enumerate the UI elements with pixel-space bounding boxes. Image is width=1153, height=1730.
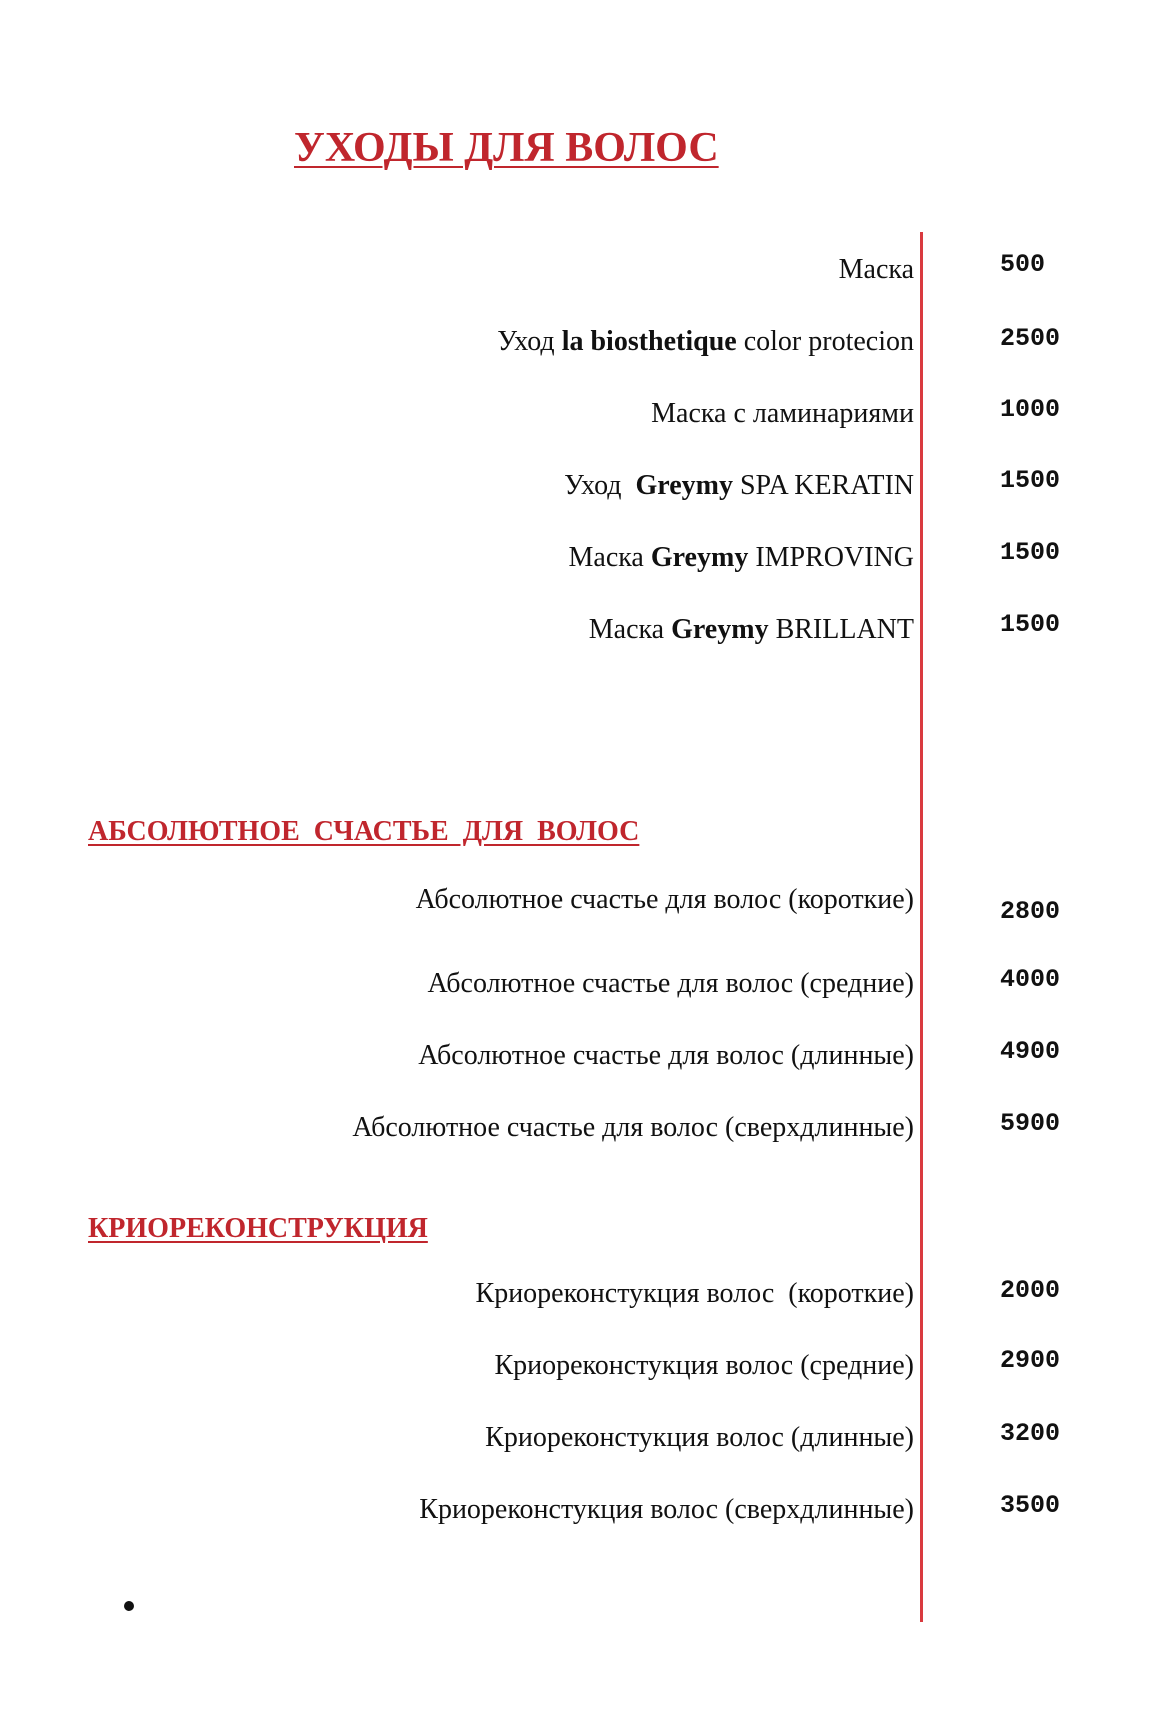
list-item	[0, 322, 1153, 362]
service-name: Уход la biosthetique color protecion	[497, 326, 914, 357]
service-price: 2000	[1000, 1276, 1061, 1305]
page-title: УХОДЫ ДЛЯ ВОЛОС	[294, 125, 719, 171]
service-price: 3200	[1000, 1419, 1061, 1448]
service-name: Криореконстукция волос (средние)	[494, 1350, 914, 1381]
service-name: Маска	[838, 254, 914, 285]
list-item	[0, 1108, 1153, 1148]
service-name: Криореконстукция волос (сверхдлинные)	[419, 1494, 914, 1525]
service-name: Абсолютное счастье для волос (длинные)	[418, 1040, 914, 1071]
service-name: Абсолютное счастье для волос (сверхдлинные)	[352, 1112, 914, 1143]
service-name: Маска Greymy BRILLANT	[588, 614, 914, 645]
list-item	[0, 250, 1153, 290]
service-price: 5900	[1000, 1109, 1061, 1138]
service-name: Абсолютное счастье для волос (короткие)	[415, 884, 914, 915]
service-price: 4000	[1000, 965, 1061, 994]
service-price: 1500	[1000, 538, 1061, 567]
service-name: Криореконстукция волос (короткие)	[475, 1278, 914, 1309]
list-item	[0, 1274, 1153, 1314]
service-price: 1500	[1000, 610, 1061, 639]
service-price: 2500	[1000, 324, 1061, 353]
list-item	[0, 1418, 1153, 1458]
service-price: 2900	[1000, 1346, 1061, 1375]
service-name: Уход Greymy SPA KERATIN	[564, 470, 914, 501]
section-heading-cryoreconstruction: КРИОРЕКОНСТРУКЦИЯ	[88, 1213, 428, 1244]
service-price: 2800	[1000, 897, 1061, 926]
list-item	[0, 538, 1153, 578]
bullet-point	[124, 1601, 134, 1611]
list-item	[0, 466, 1153, 506]
list-item	[0, 964, 1153, 1004]
service-name: Маска с ламинариями	[651, 398, 914, 429]
service-price: 1000	[1000, 395, 1061, 424]
service-price: 500	[1000, 250, 1046, 279]
list-item	[0, 1490, 1153, 1530]
service-price: 3500	[1000, 1491, 1061, 1520]
service-name: Абсолютное счастье для волос (средние)	[427, 968, 914, 999]
list-item	[0, 1036, 1153, 1076]
list-item	[0, 610, 1153, 650]
service-price: 1500	[1000, 466, 1061, 495]
list-item	[0, 394, 1153, 434]
section-heading-absolute-happiness: АБСОЛЮТНОЕ СЧАСТЬЕ ДЛЯ ВОЛОС	[88, 816, 640, 847]
vertical-divider	[920, 232, 923, 1622]
list-item	[0, 1346, 1153, 1386]
service-name: Криореконстукция волос (длинные)	[485, 1422, 914, 1453]
service-price: 4900	[1000, 1037, 1061, 1066]
list-item	[0, 880, 1153, 926]
service-name: Маска Greymy IMPROVING	[568, 542, 914, 573]
